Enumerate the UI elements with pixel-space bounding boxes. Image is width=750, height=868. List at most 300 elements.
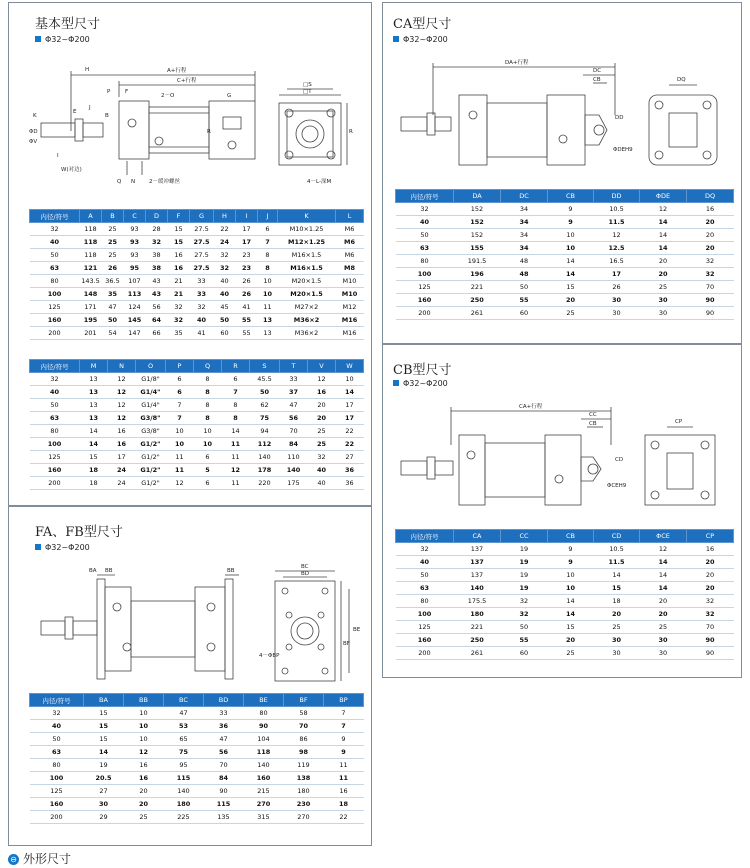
dim-r-side: R xyxy=(207,129,211,135)
table-cell: 14 xyxy=(80,438,108,451)
table-cell: 16 xyxy=(687,543,734,556)
table-cell: 175.5 xyxy=(454,595,501,608)
col-t: T xyxy=(280,360,308,373)
table-cell: 25 xyxy=(102,236,124,249)
table-row xyxy=(396,242,734,255)
footer-label: 外形尺寸 xyxy=(23,852,72,866)
table-cell: 48 xyxy=(501,255,548,268)
table-cell: 215 xyxy=(244,785,284,798)
bore-cell: 63 xyxy=(396,242,454,255)
table-cell: 10.5 xyxy=(594,203,640,216)
bore-cell: 200 xyxy=(30,811,84,824)
cb-drawing xyxy=(393,399,733,517)
table-row xyxy=(30,412,364,425)
dim-l: 4－L-深M xyxy=(307,179,332,185)
table-cell: 225 xyxy=(164,811,204,824)
table-cell: 25 xyxy=(102,223,124,236)
table-cell: 93 xyxy=(124,223,146,236)
table-cell: 24 xyxy=(108,464,136,477)
bore-cell: 50 xyxy=(30,399,80,412)
table-cell: 58 xyxy=(284,707,324,720)
table-cell: 41 xyxy=(236,301,258,314)
table-cell: 8 xyxy=(194,373,222,386)
table-row xyxy=(396,621,734,634)
table-cell: 8 xyxy=(194,399,222,412)
table-cell: 32 xyxy=(687,608,734,621)
dim-b: B xyxy=(105,113,109,119)
table-cell: 15 xyxy=(80,451,108,464)
table-cell: 14 xyxy=(548,595,594,608)
table-cell: 40 xyxy=(190,314,214,327)
dim-e: E xyxy=(73,109,77,115)
table-cell: 110 xyxy=(280,451,308,464)
table-cell: 95 xyxy=(124,262,146,275)
table-cell: 37 xyxy=(280,386,308,399)
table-cell: 19 xyxy=(501,556,548,569)
table-cell: 15 xyxy=(168,236,190,249)
table-cell: 84 xyxy=(280,438,308,451)
table-row xyxy=(30,720,364,733)
table-cell: M6 xyxy=(336,236,364,249)
table-cell: 14 xyxy=(640,242,687,255)
bore-cell: 63 xyxy=(30,262,80,275)
table-cell: 10 xyxy=(548,569,594,582)
table-cell: G1/2" xyxy=(136,451,166,464)
dim-ba: BA xyxy=(89,568,97,574)
table-cell: 113 xyxy=(124,288,146,301)
table-cell: 12 xyxy=(124,746,164,759)
table-cell: 15 xyxy=(548,281,594,294)
table-cell: 119 xyxy=(284,759,324,772)
table-cell: 10 xyxy=(124,720,164,733)
table-cell: 143.5 xyxy=(80,275,102,288)
bore-cell: 160 xyxy=(396,634,454,647)
range-marker-icon xyxy=(35,544,41,550)
table-cell: 70 xyxy=(280,425,308,438)
table-cell: 137 xyxy=(454,543,501,556)
table-cell: M12 xyxy=(336,301,364,314)
table-cell: 8 xyxy=(194,412,222,425)
table-cell: 94 xyxy=(250,425,280,438)
dim-ce: ΦCEH9 xyxy=(607,483,627,489)
col-v: V xyxy=(308,360,336,373)
table-cell: 19 xyxy=(501,569,548,582)
dim-h: H xyxy=(85,67,90,73)
table-cell: G1/2" xyxy=(136,438,166,451)
table-row xyxy=(396,307,734,320)
table-cell: 13 xyxy=(80,399,108,412)
table-cell: 47 xyxy=(204,733,244,746)
col-da: DA xyxy=(454,190,501,203)
basic-table-1 xyxy=(29,209,364,340)
table-cell: 160 xyxy=(244,772,284,785)
bore-cell: 50 xyxy=(30,733,84,746)
table-row xyxy=(30,314,364,327)
col-d: D xyxy=(146,210,168,223)
table-cell: 20 xyxy=(687,229,734,242)
table-cell: 180 xyxy=(164,798,204,811)
dim-cb: CB xyxy=(593,77,601,83)
table-cell: 32 xyxy=(190,301,214,314)
table-row xyxy=(30,451,364,464)
table-cell: 195 xyxy=(80,314,102,327)
table-cell: 27.5 xyxy=(190,223,214,236)
table-row xyxy=(30,327,364,340)
table-cell: 27.5 xyxy=(190,236,214,249)
dim-bb-rear: BB xyxy=(227,568,235,574)
table-cell: 16 xyxy=(168,249,190,262)
table-cell: 90 xyxy=(687,307,734,320)
dim-j: J xyxy=(89,105,91,111)
dim-o: 2－O xyxy=(161,93,175,99)
table-cell: 16 xyxy=(324,785,364,798)
table-cell: 20 xyxy=(124,785,164,798)
table-cell: 175 xyxy=(280,477,308,490)
basic-drawing xyxy=(27,61,367,193)
dim-cb: CB xyxy=(589,421,597,427)
table-cell: 20 xyxy=(124,798,164,811)
table-cell: 8 xyxy=(222,412,250,425)
table-cell: 16 xyxy=(124,759,164,772)
bore-cell: 32 xyxy=(396,203,454,216)
table-cell: 196 xyxy=(454,268,501,281)
table-cell: M36×2 xyxy=(278,327,336,340)
bore-cell: 40 xyxy=(396,216,454,229)
table-cell: 7 xyxy=(166,412,194,425)
table-cell: 230 xyxy=(284,798,324,811)
table-cell: 36 xyxy=(204,720,244,733)
table-cell: 17 xyxy=(594,268,640,281)
col-r: R xyxy=(222,360,250,373)
dim-g: G xyxy=(227,93,232,99)
table-cell: 95 xyxy=(164,759,204,772)
table-cell: 33 xyxy=(280,373,308,386)
table-cell: 25 xyxy=(548,307,594,320)
dim-dc: DC xyxy=(593,68,602,74)
table-cell: 29 xyxy=(84,811,124,824)
table-row xyxy=(396,556,734,569)
table-cell: 20 xyxy=(548,294,594,307)
table-cell: 32 xyxy=(308,451,336,464)
table-cell: 47 xyxy=(102,301,124,314)
table-cell: 55 xyxy=(236,327,258,340)
col-a: A xyxy=(80,210,102,223)
table-cell: 32 xyxy=(687,595,734,608)
table-cell: 14 xyxy=(640,569,687,582)
table-cell: 20 xyxy=(687,556,734,569)
table-cell: 32 xyxy=(501,608,548,621)
table-cell: 90 xyxy=(244,720,284,733)
col-l: L xyxy=(336,210,364,223)
dim-ca: CA+行程 xyxy=(519,404,543,410)
bore-cell: 100 xyxy=(30,288,80,301)
table-cell: 70 xyxy=(687,621,734,634)
dim-t: □T xyxy=(303,89,312,95)
table-cell: 20 xyxy=(640,268,687,281)
table-cell: 47 xyxy=(280,399,308,412)
range-marker-icon xyxy=(393,380,399,386)
table-cell: 55 xyxy=(501,634,548,647)
table-cell: 50 xyxy=(501,281,548,294)
table-cell: 16 xyxy=(124,772,164,785)
table-cell: 178 xyxy=(250,464,280,477)
col-m: M xyxy=(80,360,108,373)
table-cell: 90 xyxy=(204,785,244,798)
bore-cell: 160 xyxy=(30,798,84,811)
table-cell: 40 xyxy=(308,477,336,490)
col-bb: BB xyxy=(124,694,164,707)
table-cell: 152 xyxy=(454,203,501,216)
table-cell: 11 xyxy=(222,451,250,464)
table-row xyxy=(30,301,364,314)
table-cell: 140 xyxy=(164,785,204,798)
col-n: N xyxy=(108,360,136,373)
table-cell: 9 xyxy=(324,746,364,759)
table-cell: 13 xyxy=(258,314,278,327)
table-cell: 22 xyxy=(214,223,236,236)
table-cell: 140 xyxy=(244,759,284,772)
table-cell: 12 xyxy=(640,543,687,556)
col-bore: 内径/符号 xyxy=(396,190,454,203)
dim-c: C+行程 xyxy=(177,78,197,84)
table-cell: 14 xyxy=(594,569,640,582)
bore-cell: 160 xyxy=(396,294,454,307)
range-marker-icon xyxy=(393,36,399,42)
table-cell: 41 xyxy=(190,327,214,340)
table-cell: 10 xyxy=(258,275,278,288)
table-cell: 36 xyxy=(336,464,364,477)
table-cell: 20 xyxy=(687,569,734,582)
table-cell: 8 xyxy=(194,386,222,399)
table-cell: M16×1.5 xyxy=(278,249,336,262)
table-cell: 23 xyxy=(236,262,258,275)
table-cell: 152 xyxy=(454,229,501,242)
table-cell: 17 xyxy=(336,412,364,425)
table-cell: 26 xyxy=(236,288,258,301)
table-cell: 23 xyxy=(236,249,258,262)
table-cell: 56 xyxy=(280,412,308,425)
table-cell: 86 xyxy=(284,733,324,746)
table-cell: 17 xyxy=(236,236,258,249)
table-cell: 25 xyxy=(308,438,336,451)
table-row xyxy=(30,249,364,262)
dim-da: DA+行程 xyxy=(505,60,529,66)
table-cell: 140 xyxy=(454,582,501,595)
bore-range: Φ32~Φ200 xyxy=(393,35,448,44)
table-cell: 118 xyxy=(80,223,102,236)
table-cell: 20.5 xyxy=(84,772,124,785)
table-cell: M16 xyxy=(336,314,364,327)
col-bd: BD xyxy=(204,694,244,707)
table-cell: 30 xyxy=(84,798,124,811)
table-cell: 90 xyxy=(687,294,734,307)
dim-bf: BF xyxy=(343,641,350,647)
table-row xyxy=(30,425,364,438)
table-cell: 36.5 xyxy=(102,275,124,288)
table-row xyxy=(396,595,734,608)
table-cell: 220 xyxy=(250,477,280,490)
panel-title: 基本型尺寸 xyxy=(35,17,101,32)
table-cell: 34 xyxy=(501,203,548,216)
table-cell: M6 xyxy=(336,249,364,262)
dim-be: BE xyxy=(353,627,361,633)
table-cell: 33 xyxy=(190,288,214,301)
table-cell: 38 xyxy=(146,262,168,275)
bore-cell: 200 xyxy=(30,477,80,490)
table-cell: M10 xyxy=(336,288,364,301)
fa-fb-dimensions-panel xyxy=(8,506,372,846)
bore-cell: 63 xyxy=(396,582,454,595)
table-cell: 34 xyxy=(501,216,548,229)
bore-cell: 200 xyxy=(30,327,80,340)
table-row xyxy=(30,477,364,490)
table-cell: 152 xyxy=(454,216,501,229)
panel-title: CB型尺寸 xyxy=(393,363,452,378)
col-bore: 内径/符号 xyxy=(30,210,80,223)
table-cell: 12 xyxy=(108,373,136,386)
table-cell: 16.5 xyxy=(594,255,640,268)
table-cell: 40 xyxy=(214,288,236,301)
table-cell: 26 xyxy=(236,275,258,288)
table-cell: 13 xyxy=(80,386,108,399)
table-cell: 7 xyxy=(324,720,364,733)
bore-cell: 80 xyxy=(396,255,454,268)
table-cell: M27×2 xyxy=(278,301,336,314)
col-bore: 内径/符号 xyxy=(30,694,84,707)
table-row xyxy=(396,569,734,582)
table-cell: 33 xyxy=(204,707,244,720)
table-cell: 25 xyxy=(308,425,336,438)
table-cell: 137 xyxy=(454,569,501,582)
dim-k: K xyxy=(33,113,37,119)
table-cell: 140 xyxy=(250,451,280,464)
table-cell: 16 xyxy=(108,425,136,438)
table-cell: 11 xyxy=(258,301,278,314)
table-cell: M20×1.5 xyxy=(278,288,336,301)
dim-bc: BC xyxy=(301,564,309,570)
table-cell: G3/8" xyxy=(136,425,166,438)
dim-cc: CC xyxy=(589,412,597,418)
dim-m: 2－缓冲螺丝 xyxy=(149,179,180,185)
table-cell: 13 xyxy=(80,412,108,425)
table-cell: 28 xyxy=(146,223,168,236)
table-cell: 15 xyxy=(84,733,124,746)
dim-a: A+行程 xyxy=(167,68,187,74)
table-cell: 30 xyxy=(594,634,640,647)
col-cc: CC xyxy=(501,530,548,543)
bore-cell: 32 xyxy=(396,543,454,556)
table-cell: 14 xyxy=(640,216,687,229)
bore-cell: 40 xyxy=(30,236,80,249)
table-cell: 48 xyxy=(501,268,548,281)
table-cell: 6 xyxy=(194,451,222,464)
col-bc: BC xyxy=(164,694,204,707)
col-bp: BP xyxy=(324,694,364,707)
table-cell: M12×1.25 xyxy=(278,236,336,249)
table-cell: 10 xyxy=(194,425,222,438)
table-row xyxy=(30,733,364,746)
table-cell: 118 xyxy=(80,236,102,249)
table-cell: G3/8" xyxy=(136,412,166,425)
table-cell: 27.5 xyxy=(190,249,214,262)
dim-de: ΦDEH9 xyxy=(613,147,633,153)
col-de: ΦDE xyxy=(640,190,687,203)
table-cell: 18 xyxy=(324,798,364,811)
table-cell: M6 xyxy=(336,223,364,236)
table-cell: 50 xyxy=(214,314,236,327)
table-cell: 14 xyxy=(548,268,594,281)
table-row xyxy=(30,707,364,720)
table-row xyxy=(30,811,364,824)
table-cell: 14 xyxy=(640,582,687,595)
table-cell: 21 xyxy=(168,275,190,288)
dim-dd: DD xyxy=(615,115,624,121)
table-cell: M8 xyxy=(336,262,364,275)
table-cell: 35 xyxy=(102,288,124,301)
panel-title: CA型尺寸 xyxy=(393,17,452,32)
table-cell: 20 xyxy=(640,255,687,268)
table-row xyxy=(396,634,734,647)
table-cell: 20 xyxy=(308,399,336,412)
table-cell: 38 xyxy=(146,249,168,262)
table-cell: 9 xyxy=(548,556,594,569)
table-row xyxy=(396,268,734,281)
table-cell: 11.5 xyxy=(594,216,640,229)
table-cell: 56 xyxy=(204,746,244,759)
table-cell: 14 xyxy=(548,608,594,621)
bore-cell: 50 xyxy=(30,249,80,262)
bore-cell: 125 xyxy=(30,451,80,464)
table-cell: G1/4" xyxy=(136,399,166,412)
table-cell: 62 xyxy=(250,399,280,412)
table-cell: 10 xyxy=(548,582,594,595)
table-cell: 221 xyxy=(454,281,501,294)
col-c: C xyxy=(124,210,146,223)
table-cell: 32 xyxy=(168,314,190,327)
col-dd: DD xyxy=(594,190,640,203)
table-cell: 70 xyxy=(204,759,244,772)
table-cell: 8 xyxy=(258,262,278,275)
table-row xyxy=(396,582,734,595)
bore-cell: 100 xyxy=(30,772,84,785)
bore-cell: 50 xyxy=(396,569,454,582)
table-cell: 10 xyxy=(194,438,222,451)
col-cp: CP xyxy=(687,530,734,543)
col-dq: DQ xyxy=(687,190,734,203)
bore-cell: 40 xyxy=(396,556,454,569)
table-cell: 17 xyxy=(336,399,364,412)
ca-drawing xyxy=(393,55,733,183)
table-cell: 191.5 xyxy=(454,255,501,268)
table-cell: 19 xyxy=(84,759,124,772)
table-cell: 66 xyxy=(146,327,168,340)
table-cell: 22 xyxy=(324,811,364,824)
table-row xyxy=(30,772,364,785)
table-cell: 250 xyxy=(454,294,501,307)
table-cell: 50 xyxy=(102,314,124,327)
col-h: H xyxy=(214,210,236,223)
table-cell: 11 xyxy=(222,477,250,490)
bore-range: Φ32~Φ200 xyxy=(35,35,90,44)
table-cell: 64 xyxy=(146,314,168,327)
table-cell: 47 xyxy=(164,707,204,720)
table-cell: 11 xyxy=(166,451,194,464)
table-cell: 11 xyxy=(324,772,364,785)
table-cell: 10.5 xyxy=(594,543,640,556)
table-cell: G1/4" xyxy=(136,386,166,399)
table-row xyxy=(30,236,364,249)
table-cell: 32 xyxy=(146,236,168,249)
